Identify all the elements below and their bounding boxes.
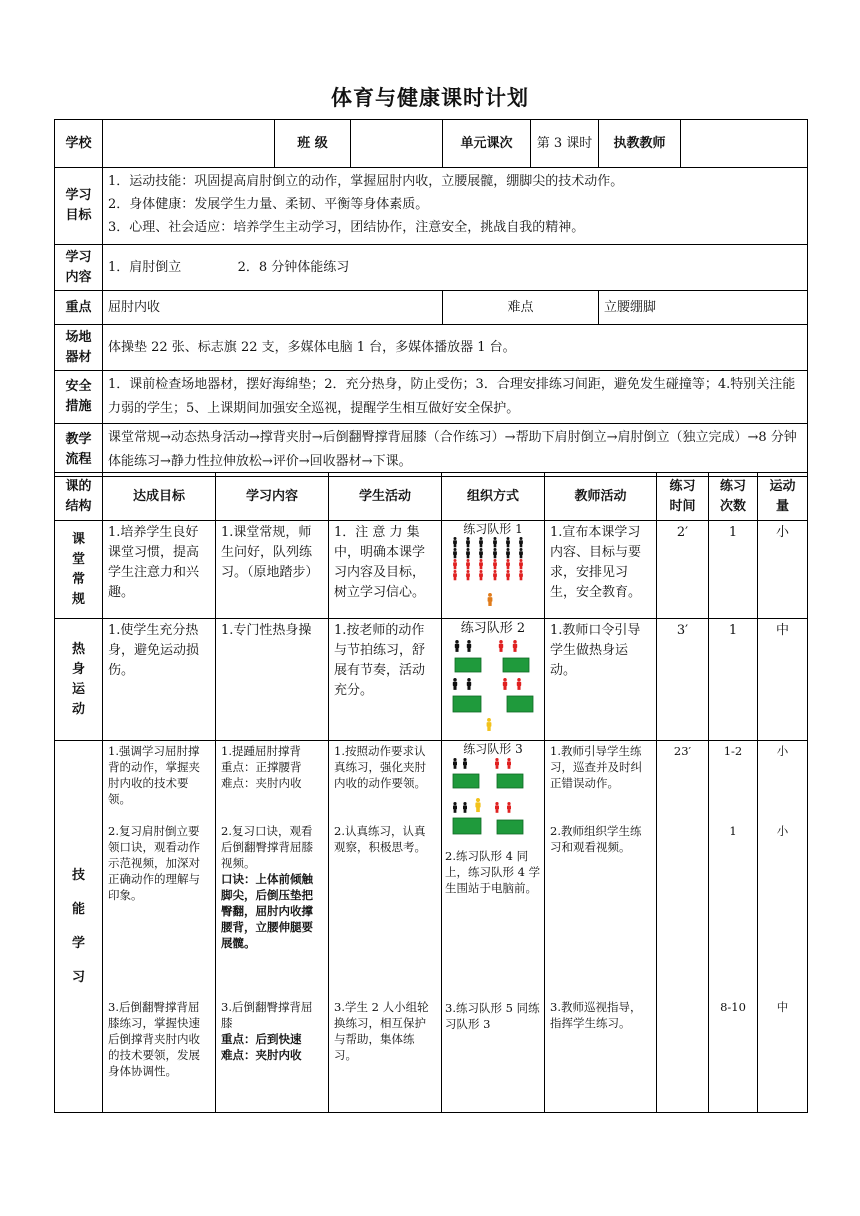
student-figure-icon [479,570,483,580]
lesson-header-row [55,473,808,521]
section-count: 1 [709,521,758,619]
section-count: 1-2 1 8-10 [709,741,758,1113]
section-goal: 1.强调学习屈肘撑背的动作，掌握夹肘内收的技术要领。 2.复习肩肘倒立要领口诀，观看动作示范视频，加深对正确动作的理解与印象。 3.后倒翻臀撑背屈膝练习，掌握快速后倒撑背夹肘内收的技术要领，发展身体协调性。 [103,741,216,1113]
section-teacher: 1.教师引导学生练习，巡查并及时纠正错误动作。 2.教师组织学生练习和观看视频。 3.教师巡视指导，指挥学生练习。 [545,741,657,1113]
teacher-label: 执教教师 [599,120,681,168]
student-figure-icon [506,570,510,580]
lesson-table [54,472,808,1113]
formation-title: 练习队形 3 [463,742,523,756]
col-org: 组织方式 [442,473,545,521]
header-row [55,120,808,168]
mat-icon [503,658,529,672]
formation-1-diagram [445,537,541,613]
student-figure-icon [453,758,457,769]
col-teacher: 教师活动 [545,473,657,521]
goals-list [103,168,808,245]
student-figure-icon [466,548,470,558]
student-figure-icon [493,559,497,569]
student-figure-icon [455,640,459,652]
equipment-value: 体操垫 22 张、标志旗 22 支，多媒体电脑 1 台，多媒体播放器 1 台。 [103,325,808,371]
section-student: 1.按照动作要求认真练习，强化夹肘内收的动作要领。 2.认真练习，认真观察，积极思考。 3.学生 2 人小组轮换练习，相互保护与帮助，集体练习。 [329,741,442,1113]
process-row [55,424,808,477]
student-figure-icon [499,640,503,652]
student-figure-icon [519,537,523,547]
section-teacher: 1.教师口令引导学生做热身运动。 [545,619,657,741]
keypoint-row [55,291,808,325]
goals-row [55,168,808,245]
student-figure-icon [503,678,507,690]
goals-label: 学习目标 [55,168,103,245]
col-time: 练习时间 [657,473,709,521]
school-label: 学校 [55,120,103,168]
equipment-row [55,325,808,371]
student-figure-icon [453,537,457,547]
student-figure-icon [463,758,467,769]
unit-value: 第 3 课时 [531,120,599,168]
class-value [351,120,443,168]
process-label: 教学流程 [55,424,103,477]
section-student: 1．注 意 力 集中，明确本课学习内容及目标，树立学习信心。 [329,521,442,619]
section-time: 3′ [657,619,709,741]
difficulty-value: 立腰绷脚 [599,291,808,325]
student-figure-icon [475,798,480,812]
content-value [103,245,808,291]
formation-title: 练习队形 1 [463,522,523,536]
student-figure-icon [466,570,470,580]
content-item-1: 1．肩肘倒立 [108,259,182,275]
school-value [103,120,275,168]
section-load: 小 小 中 [758,741,808,1113]
col-student: 学生活动 [329,473,442,521]
mat-icon [453,818,481,834]
section-time: 23′ [657,741,709,1113]
student-figure-icon [453,570,457,580]
equipment-label: 场地器材 [55,325,103,371]
student-figure-icon [467,640,471,652]
difficulty-label: 难点 [443,291,599,325]
col-count: 练习次数 [709,473,758,521]
content-item-2: 2．8 分钟体能练习 [237,259,350,275]
safety-row [55,371,808,424]
process-value: 课堂常规→动态热身活动→撑背夹肘→后倒翻臀撑背屈膝（合作练习）→帮助下肩肘倒立→肩肘倒立（独立完成）→8 分钟体能练习→静力性拉伸放松→评价→回收器材→下课。 [103,424,808,477]
formation-1-cell [442,521,545,619]
section-content: 1.提踵屈肘撑背 重点：正撑腰背 难点：夹肘内收 2.复习口诀，观看后倒翻臀撑背屈膝视频。 口诀：上体前倾触脚尖，后倒压垫把臀翻，屈肘内收撑腰背，立腰伸腿要展髋。 3.后倒翻臀撑背屈膝 重点：后到快速 难点：夹肘内收 [216,741,329,1113]
section-load: 小 [758,521,808,619]
student-figure-icon [513,640,517,652]
student-figure-icon [479,548,483,558]
student-figure-icon [487,718,492,731]
unit-label: 单元课次 [443,120,531,168]
mat-icon [507,696,533,712]
section-teacher: 1.宣布本课学习内容、目标与要求，安排见习生，安全教育。 [545,521,657,619]
student-figure-icon [495,802,499,813]
section-load: 中 [758,619,808,741]
student-figure-icon [479,537,483,547]
safety-label: 安全措施 [55,371,103,424]
formation-2-cell [442,619,545,741]
student-figure-icon [466,537,470,547]
section-name: 课堂常规 [55,521,103,619]
student-figure-icon [467,678,471,690]
content-label: 学习内容 [55,245,103,291]
content-row [55,245,808,291]
mat-icon [497,774,523,788]
student-figure-icon [493,570,497,580]
goal-item: 2．身体健康：发展学生力量、柔韧、平衡等身体素质。 [108,197,429,212]
section-count: 1 [709,619,758,741]
col-load: 运动量 [758,473,808,521]
student-figure-icon [519,548,523,558]
formation-title: 练习队形 2 [460,621,526,636]
section-content: 1.课堂常规，师生问好，队列练习。（原地踏步） [216,521,329,619]
section-name: 热身运动 [55,619,103,741]
student-figure-icon [519,559,523,569]
student-figure-icon [453,548,457,558]
keypoint-value: 屈肘内收 [103,291,443,325]
section-goal: 1.培养学生良好课堂习惯，提高学生注意力和兴趣。 [103,521,216,619]
student-figure-icon [517,678,521,690]
student-figure-icon [453,802,457,813]
student-figure-icon [453,678,457,690]
section-goal: 1.使学生充分热身，避免运动损伤。 [103,619,216,741]
section-student: 1.按老师的动作与节拍练习，舒展有节奏，活动充分。 [329,619,442,741]
safety-value: 1．课前检查场地器材，摆好海绵垫；2．充分热身，防止受伤；3．合理安排练习间距，避免发生碰撞等；4.特别关注能力弱的学生；5、上课期间加强安全巡视，提醒学生相互做好安全保护。 [103,371,808,424]
student-figure-icon [466,559,470,569]
section-name: 技能学习 [55,741,103,1113]
student-figure-icon [506,548,510,558]
student-figure-icon [506,537,510,547]
section-time: 2′ [657,521,709,619]
col-goal: 达成目标 [103,473,216,521]
col-structure: 课的结构 [55,473,103,521]
col-content: 学习内容 [216,473,329,521]
mat-icon [455,658,481,672]
formation-2-diagram [445,638,541,738]
student-figure-icon [479,559,483,569]
class-label: 班 级 [275,120,351,168]
goal-item: 3．心理、社会适应：培养学生主动学习，团结协作，注意安全，挑战自我的精神。 [108,220,585,235]
student-figure-icon [493,548,497,558]
section-content: 1.专门性热身操 [216,619,329,741]
formation-3-cell: 练习队形 3 2.练习队形 4 同上，练习队形 4 学生围站于电脑前。 3.练习队形 5 同练习队形 3 [442,741,545,1113]
keypoint-label: 重点 [55,291,103,325]
mat-icon [453,774,479,788]
student-figure-icon [507,758,511,769]
student-figure-icon [519,570,523,580]
section-routine-row [55,521,808,619]
section-warmup-row [55,619,808,741]
student-figure-icon [488,593,493,606]
student-figure-icon [506,559,510,569]
student-figure-icon [463,802,467,813]
student-figure-icon [453,559,457,569]
student-figure-icon [507,802,511,813]
student-figure-icon [495,758,499,769]
formation-3-diagram [445,756,541,848]
goal-item: 1．运动技能：巩固提高肩肘倒立的动作，掌握屈肘内收，立腰展髋，绷脚尖的技术动作。 [108,174,624,189]
mat-icon [497,820,523,834]
page-title: 体育与健康课时计划 [331,86,529,110]
teacher-value [681,120,808,168]
section-skill-row [55,741,808,1113]
mat-icon [453,696,481,712]
student-figure-icon [493,537,497,547]
info-table [54,119,808,477]
